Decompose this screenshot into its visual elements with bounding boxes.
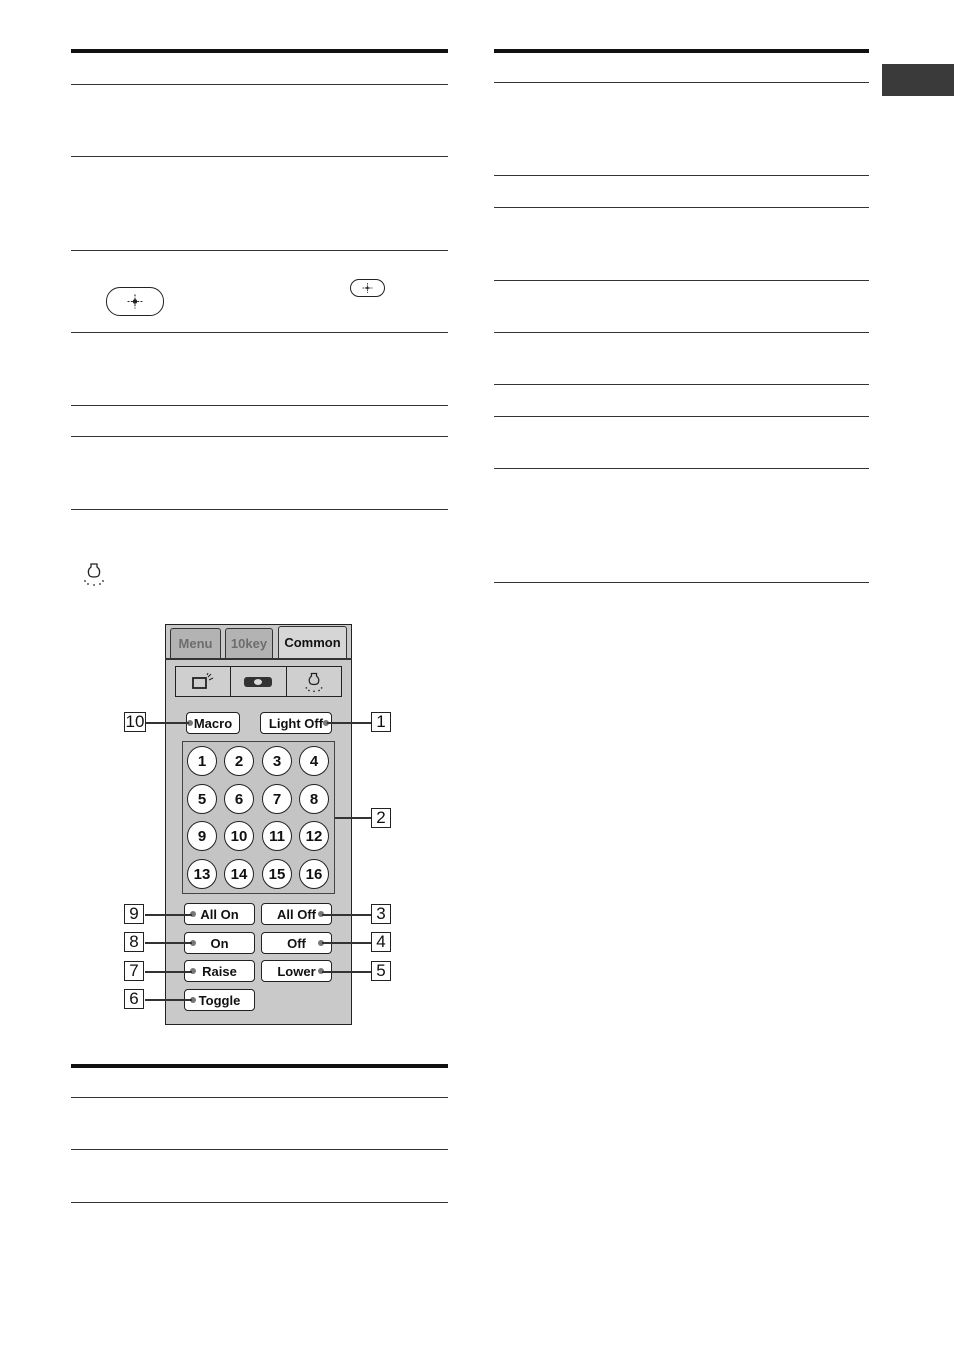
bottom-table-row-rule: [71, 1097, 448, 1098]
enter-icon: [106, 287, 164, 316]
callout-4: 4: [371, 932, 391, 952]
bottom-table-row-rule: [71, 1149, 448, 1150]
all-on-button[interactable]: All On: [184, 903, 255, 925]
callout-5: 5: [371, 961, 391, 981]
callout-leader: [145, 914, 192, 916]
callout-6: 6: [124, 989, 144, 1009]
key-2[interactable]: 2: [224, 746, 254, 776]
device-selector: [175, 666, 342, 697]
right-table-row-rule: [494, 384, 869, 385]
callout-leader: [145, 942, 192, 944]
key-12[interactable]: 12: [299, 821, 329, 851]
on-button[interactable]: On: [184, 932, 255, 954]
left-table-row-rule: [71, 332, 448, 333]
right-table-row-rule: [494, 416, 869, 417]
key-11[interactable]: 11: [262, 821, 292, 851]
key-15[interactable]: 15: [262, 859, 292, 889]
light-device-icon[interactable]: [287, 667, 341, 696]
left-table-bottom-rule: [71, 509, 448, 510]
left-table-row-rule: [71, 84, 448, 85]
callout-leader: [145, 971, 192, 973]
tab-common[interactable]: Common: [278, 626, 347, 658]
callout-leader: [335, 817, 372, 819]
macro-button[interactable]: Macro: [186, 712, 240, 734]
tab-10key[interactable]: 10key: [225, 628, 273, 658]
light-bulb-icon: [82, 561, 106, 587]
raise-button[interactable]: Raise: [184, 960, 255, 982]
left-table-row-rule: [71, 250, 448, 251]
left-table-top-rule: [71, 49, 448, 53]
right-table-top-rule: [494, 49, 869, 53]
all-off-button[interactable]: All Off: [261, 903, 332, 925]
callout-leader: [327, 722, 372, 724]
tab-divider: [165, 658, 352, 660]
key-3[interactable]: 3: [262, 746, 292, 776]
callout-leader: [145, 722, 189, 724]
left-table-row-rule: [71, 436, 448, 437]
tv-device-icon[interactable]: [176, 667, 231, 696]
callout-10: 10: [125, 712, 145, 731]
key-9[interactable]: 9: [187, 821, 217, 851]
right-table-row-rule: [494, 82, 869, 83]
callout-leader: [322, 942, 372, 944]
enter-icon: [350, 279, 385, 297]
right-table-row-rule: [494, 468, 869, 469]
off-button[interactable]: Off: [261, 932, 332, 954]
callout-leader: [322, 914, 372, 916]
callout-1: 1: [371, 712, 391, 732]
callout-leader: [145, 999, 192, 1001]
callout-2: 2: [371, 808, 391, 828]
key-7[interactable]: 7: [262, 784, 292, 814]
tab-menu[interactable]: Menu: [170, 628, 221, 658]
key-4[interactable]: 4: [299, 746, 329, 776]
right-table-bottom-rule: [494, 582, 869, 583]
bottom-table-top-rule: [71, 1064, 448, 1068]
right-table-row-rule: [494, 332, 869, 333]
key-5[interactable]: 5: [187, 784, 217, 814]
left-table-row-rule: [71, 405, 448, 406]
right-table-row-rule: [494, 175, 869, 176]
section-tab-marker: [882, 64, 954, 96]
right-table-row-rule: [494, 207, 869, 208]
key-8[interactable]: 8: [299, 784, 329, 814]
key-16[interactable]: 16: [299, 859, 329, 889]
projector-device-icon[interactable]: [231, 667, 286, 696]
callout-7: 7: [124, 961, 144, 981]
lower-button[interactable]: Lower: [261, 960, 332, 982]
callout-8: 8: [124, 932, 144, 952]
key-6[interactable]: 6: [224, 784, 254, 814]
bottom-table-bottom-rule: [71, 1202, 448, 1203]
callout-leader: [322, 971, 372, 973]
left-table-row-rule: [71, 156, 448, 157]
key-14[interactable]: 14: [224, 859, 254, 889]
right-table-row-rule: [494, 280, 869, 281]
toggle-button[interactable]: Toggle: [184, 989, 255, 1011]
key-1[interactable]: 1: [187, 746, 217, 776]
light-off-button[interactable]: Light Off: [260, 712, 332, 734]
callout-3: 3: [371, 904, 391, 924]
callout-9: 9: [124, 904, 144, 924]
key-10[interactable]: 10: [224, 821, 254, 851]
key-13[interactable]: 13: [187, 859, 217, 889]
